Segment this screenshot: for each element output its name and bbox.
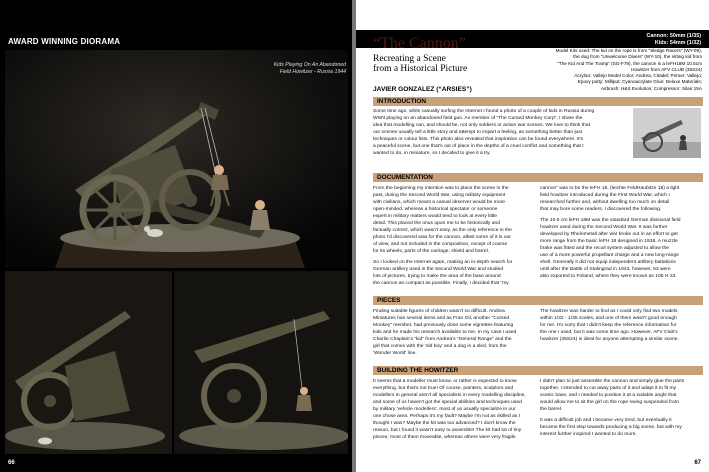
howitzer-rear-view-image [174,271,348,454]
text-line: past, during the Second World War, using military equipment [373,193,506,199]
text-line: would allow me to sit the girl on the rope swing suspended from [540,400,679,406]
text-line: It seems that a modeller must know, or rather is expected to know [373,379,517,384]
text-line: German artillery used in the Second World War and studied [373,267,504,273]
building-heading: BUILDING THE HOWITZER [377,367,459,374]
left-page-header [0,0,352,50]
text-line: with civilians, which meant a casual observer would be more [373,200,506,206]
text-line: shell. Generally it did not equip independent artillery battalions [540,260,676,266]
credit-line: the dog from “Unwelcome Divers” (WY-10), the sitting kid from [573,54,702,60]
text-line: howitzer (35S24) is ideal for anyone attempting a similar scene. [540,337,679,343]
documentation-heading: DOCUMENTATION [377,174,433,181]
introduction-heading: INTRODUCTION [377,98,426,105]
text-line: the barrel. [540,407,563,413]
text-line: Monkey” member, had previously done some vignettes featuring [373,323,514,329]
text-line: kids and he made his research available to me. In my case I used [373,330,517,336]
howitzer-side-view-image [5,271,172,454]
text-line: Finding suitable figures of children wasn't so difficult. Andrea [373,309,505,314]
text-line: The howitzer was harder to find as I could only find two models [540,309,678,314]
text-line: lots of pictures, trying to make the area of the base around [373,274,501,280]
text-line: more range from the basic leFH 18 designed in 1918. A muzzle [540,239,678,245]
text-line: Miniatures has several items and as Fran Gil, another “Cursed [373,316,510,322]
bottom-right-photo [174,271,348,454]
documentation-section-header [373,173,703,182]
pieces-heading: PIECES [377,297,401,304]
reference-photo [633,108,701,158]
text-line: became the first step towards producing a big scene, but with my [540,425,682,431]
scale-line-kids: Kids: 54mm (1/32) [654,39,701,46]
documentation-text-col1 [373,185,533,287]
text-line: reason, but I found it wasn't easy to assemble! The kit had lot of tiny [373,428,522,434]
text-line: for me. I'm sorry that I didn't keep the reference information for [540,323,677,329]
text-line: everything, but that's not true! Of course, painters, sculptors and [373,386,514,392]
scale-info [646,33,701,47]
text-line: for its wheels, parts of the carriage, shield and barrel. [373,249,490,255]
text-line: of view, and not included in the composition, except of course [373,242,508,248]
text-line: WWII playing on an abandoned field gun. As member of “The Cursed Monkey Corp”, I share the [373,116,583,122]
text-line: together, I intended to cut away parts of it and adapt it to fit my [540,386,677,392]
text-line: open-minded, whereas a historical spectator or someone [373,207,498,213]
building-text-col2 [540,378,702,438]
credit-line: Model Kits used: The kid on the rope is from “Sledge Racers” (WY-09), [555,48,702,53]
subtitle-line-1: Recreating a Scene [373,54,446,64]
text-line: From the beginning my intention was to place the scene in the [373,186,509,191]
left-page [0,0,352,472]
text-line: factually correct, which wasn't easy, as the only reference in the [373,228,512,234]
text-line: wanted to do, in miniature, so I decided to give it a try. [373,151,491,157]
credit-line: Acrylics: Vallejo Model Color; Andrea, Citadel; Primer: Vallejo; [574,73,702,78]
main-diorama-photo [5,50,348,268]
text-line: It was a difficult job and I became very tired, but eventually it [540,418,672,424]
model-credits [506,48,702,92]
text-line: within 1/32 - 1/35 scales, and one of them wasn't good enough [540,316,677,322]
text-line: our scenes usually tell a little story and attempt to impart a feeling, as something better than just [373,130,583,136]
text-line: detail. This placed the onus upon me to be historically and [373,221,500,227]
text-line: by military 'vehicle modellers', most of us usually specialize in our [373,407,516,413]
photo-caption [260,62,346,76]
text-line: researched further and, without dwelling too much on detail [540,200,670,206]
text-line: Some time ago, while casually surfing the Internet I found a photo of a couple of kids in Russia during [373,109,595,114]
text-line: modellers in general aren't all specialists in every modelling discipline, [373,393,526,399]
text-line: So I looked on the Internet again, making an in-depth search for [373,260,513,266]
text-line: girl that comes with the 'old boy' and a dog in a sled, from the [373,344,507,350]
text-line: The 10.5 cm leFH 18M was the standard German divisional field [540,218,681,224]
article-subtitle [373,55,503,75]
text-line: I didn't plan to just assemble the cannon and simply glue the parts [540,379,685,384]
text-line: howitzer used during the Second World War. It was further [540,225,668,231]
text-line: also exported to Finland, where they were known as 105 H 33. [540,274,677,280]
credit-line: Howitzer from AFV CLUB (35S24) [631,66,702,72]
text-line: Charlie Chaplain's “kid” from Andrea's “General Range” and the [373,337,512,343]
text-line: cannon” was to be the leFH 18, (leichte FeldHaubitze 18) a light [540,186,680,191]
text-line: pieces, most of them moveable, whereas others were very fragile. [373,435,517,441]
text-line: developed by Rheinmetall after war broke out in an effort to get [540,232,678,238]
credit-line: “The Kid And The Tramp” (SG-F79), the cannon is a leFH18M 10.5cm [557,60,702,66]
credit-line: Airbrush: H&S Evolution; Compressor: Silair 15A [600,85,702,91]
text-line: that may bore some readers, I discovered the following. [540,207,662,213]
historical-reference-image [633,108,701,158]
author-name: JAVIER GONZALEZ (“ARSIES”) [373,86,472,93]
text-line: expert in military matters would tend to look at every little [373,214,498,220]
text-line: interest further inspired I wanted to do more. [540,432,637,438]
introduction-section-header [373,97,703,106]
text-line: photo I'd discovered was for the cannon, albeit some of it is out [373,235,511,241]
text-line: techniques or colour lists. This photo also revealed that inspiration can be found everywhere. It's [373,137,583,143]
building-section-header [373,366,703,375]
text-line: 'Wonder World' line. [373,351,417,357]
introduction-text [373,108,629,157]
text-line: the one I used, but it was some time ago. However, AFV Club's [540,330,678,336]
text-line: and some of us haven't got the special abilities and techniques used [373,400,522,406]
article-title: “The Cannon” [373,35,466,52]
pieces-text-col2 [540,308,702,343]
page-number-right: 67 [694,460,701,466]
pieces-text-col1 [373,308,533,357]
right-page [356,0,709,472]
caption-line-2: Field Howitzer - Russia 1944 [279,69,346,76]
text-line: scenic base, and I needed to position it at a suitable angle that [540,393,677,399]
text-line: one chose area. Perhaps it's my fault? Maybe I'm not as skilled as I [373,414,521,420]
text-line: the cannon as compact as possible. Finally, I decided that “my [373,281,509,287]
subtitle-line-2: from a Historical Picture [373,63,468,74]
text-line: use of a more powerful propellant charge and a new long-range [540,253,679,259]
documentation-text-col2 [540,185,702,280]
pieces-section-header [373,296,703,305]
scale-line-cannon: Cannon: 50mm (1/35) [646,33,701,39]
credit-line: Epoxy putty: Milliput; Cyanoacrylate Glue: Deluxe Materials; [577,79,702,85]
text-line: thought I was? Maybe the kit was too advanced? I don't know the [373,421,516,427]
bottom-left-photo [5,271,172,454]
page-number-left: 66 [8,460,15,466]
text-line: field howitzer introduced during the First World War, which I [540,193,670,199]
text-line: idea that modelling can, and should be, not only soldiers or action war scenes. We love to think that [373,123,591,129]
text-line: until after the Battle of Stalingrad in 1943, however, 53 were [540,267,671,273]
caption-line-1: Kids Playing On An Abandoned [273,62,346,68]
text-line: a peaceful scene, but one that's out of place in the depths of a cruel conflict and something that I [373,144,584,150]
howitzer-diorama-image [5,50,348,268]
section-header-title: AWARD WINNING DIORAMA [8,37,121,46]
text-line: brake was fitted and the recoil system adjusted to allow the [540,246,669,252]
building-text-col1 [373,378,533,441]
